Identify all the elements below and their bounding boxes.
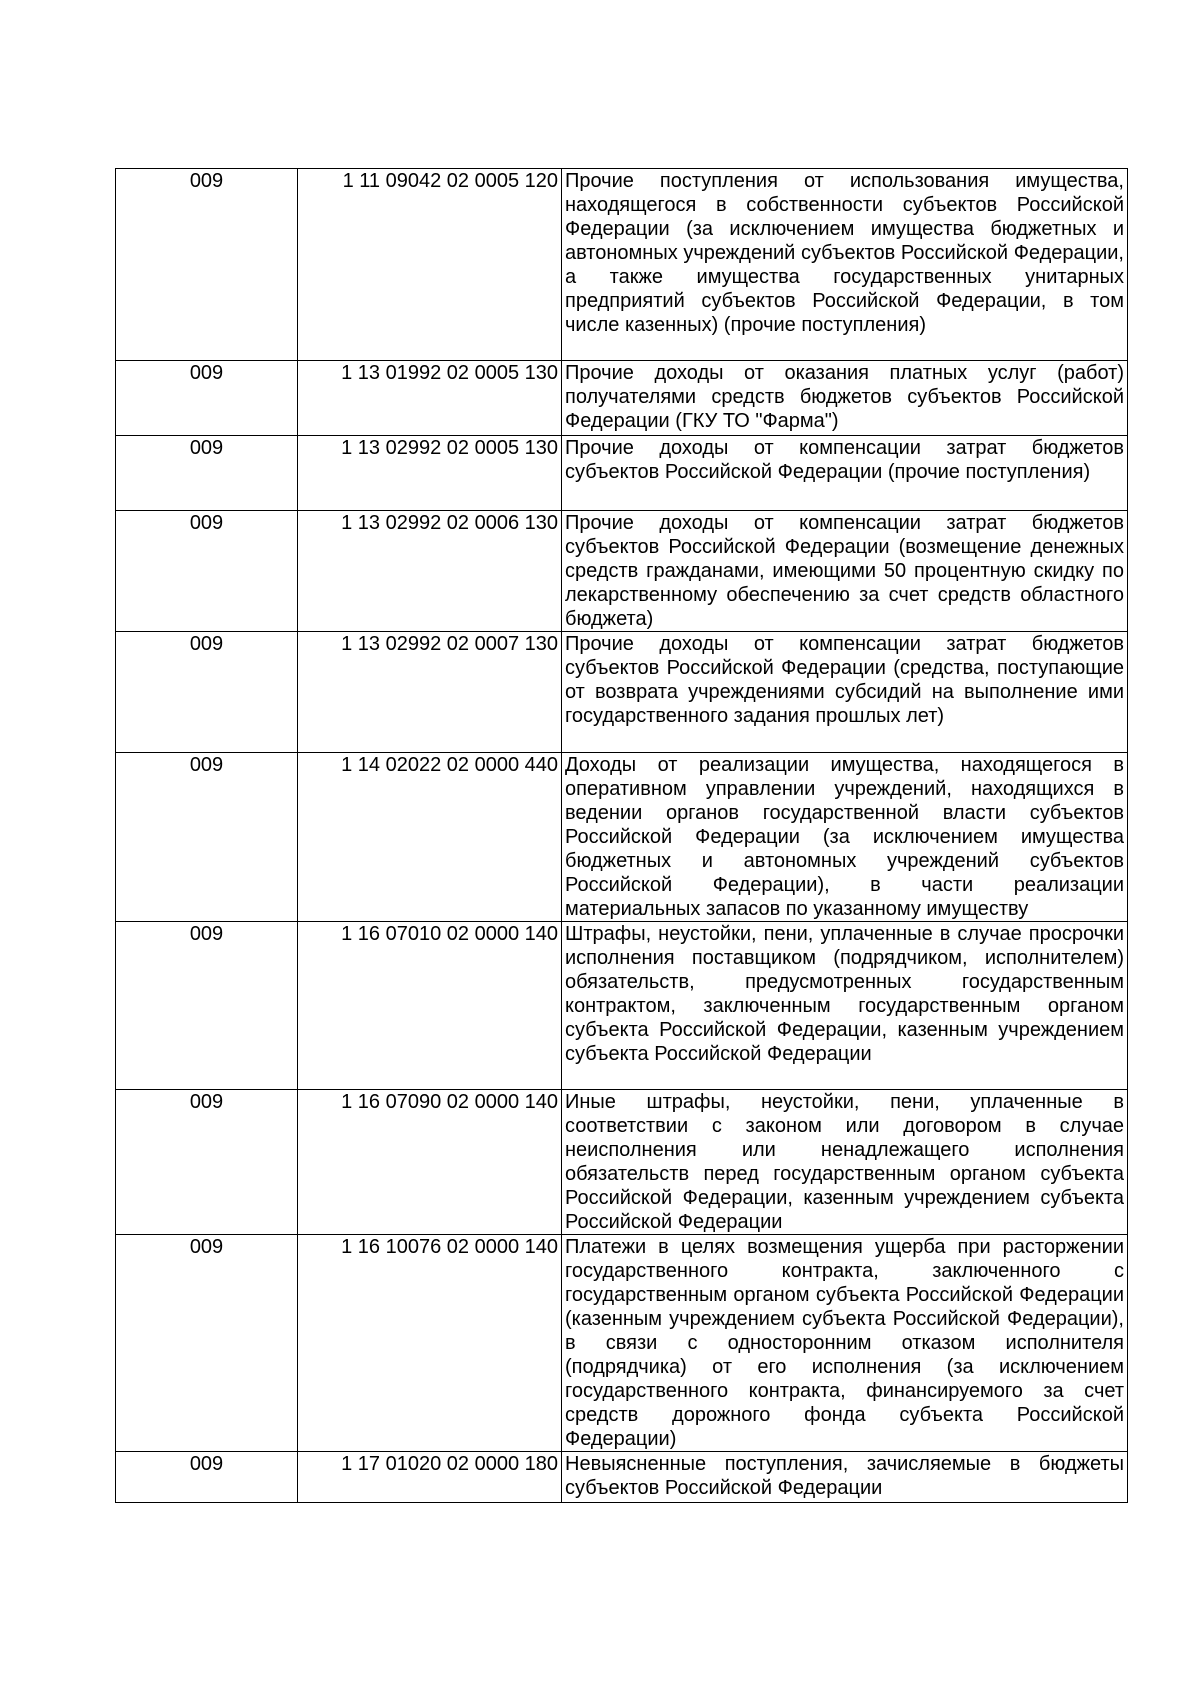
table-row [116,1090,1128,1235]
admin-code-cell: 009 [116,436,298,511]
table-row [116,922,1128,1090]
description-cell: Иные штрафы, неустойки, пени, уплаченные в соответствии с законом или договором в случае неисполнения или ненадлежащего исполнения обязательств перед государственным органом субъекта Российской Федерации, казенным учреждением субъекта Российской Федерации [562,1090,1128,1235]
budget-code-cell: 1 16 07090 02 0000 140 [298,1090,562,1235]
budget-code-cell: 1 13 01992 02 0005 130 [298,361,562,436]
budget-code-cell: 1 17 01020 02 0000 180 [298,1452,562,1503]
admin-code-cell: 009 [116,632,298,753]
table-row [116,511,1128,632]
table-row [116,361,1128,436]
table-row [116,753,1128,922]
description-cell: Прочие доходы от оказания платных услуг (работ) получателями средств бюджетов субъектов Российской Федерации (ГКУ ТО "Фарма") [562,361,1128,436]
table-row [116,1235,1128,1452]
budget-code-cell: 1 16 07010 02 0000 140 [298,922,562,1090]
description-cell: Прочие доходы от компенсации затрат бюджетов субъектов Российской Федерации (средства, поступающие от возврата учреждениями субсидий на выполнение ими государственного задания прошлых лет) [562,632,1128,753]
budget-code-cell: 1 11 09042 02 0005 120 [298,169,562,361]
table-row [116,632,1128,753]
admin-code-cell: 009 [116,361,298,436]
description-cell: Прочие поступления от использования имущества, находящегося в собственности субъектов Российской Федерации (за исключением имущества бюджетных и автономных учреждений субъектов Российской Федерации, а также имущества государственных унитарных предприятий субъектов Российской Федерации, в том числе казенных) (прочие поступления) [562,169,1128,361]
table-row [116,436,1128,511]
description-cell: Прочие доходы от компенсации затрат бюджетов субъектов Российской Федерации (возмещение денежных средств гражданами, имеющими 50 процентную скидку по лекарственному обеспечению за счет средств областного бюджета) [562,511,1128,632]
table-row [116,169,1128,361]
budget-code-cell: 1 13 02992 02 0006 130 [298,511,562,632]
budget-code-cell: 1 14 02022 02 0000 440 [298,753,562,922]
description-cell: Прочие доходы от компенсации затрат бюджетов субъектов Российской Федерации (прочие поступления) [562,436,1128,511]
budget-code-cell: 1 13 02992 02 0005 130 [298,436,562,511]
description-cell: Невыясненные поступления, зачисляемые в бюджеты субъектов Российской Федерации [562,1452,1128,1503]
description-cell: Доходы от реализации имущества, находящегося в оперативном управлении учреждений, находящихся в ведении органов государственной власти субъектов Российской Федерации (за исключением имущества бюджетных и автономных учреждений субъектов Российской Федерации), в части реализации материальных запасов по указанному имуществу [562,753,1128,922]
admin-code-cell: 009 [116,1235,298,1452]
admin-code-cell: 009 [116,922,298,1090]
budget-code-cell: 1 13 02992 02 0007 130 [298,632,562,753]
admin-code-cell: 009 [116,511,298,632]
admin-code-cell: 009 [116,753,298,922]
revenue-codes-table [115,168,1128,1503]
admin-code-cell: 009 [116,169,298,361]
description-cell: Штрафы, неустойки, пени, уплаченные в случае просрочки исполнения поставщиком (подрядчиком, исполнителем) обязательств, предусмотренных государственным контрактом, заключенным государственным органом субъекта Российской Федерации, казенным учреждением субъекта Российской Федерации [562,922,1128,1090]
budget-code-cell: 1 16 10076 02 0000 140 [298,1235,562,1452]
admin-code-cell: 009 [116,1452,298,1503]
table-row [116,1452,1128,1503]
description-cell: Платежи в целях возмещения ущерба при расторжении государственного контракта, заключенного с государственным органом субъекта Российской Федерации (казенным учреждением субъекта Российской Федерации), в связи с односторонним отказом исполнителя (подрядчика) от его исполнения (за исключением государственного контракта, финансируемого за счет средств дорожного фонда субъекта Российской Федерации) [562,1235,1128,1452]
admin-code-cell: 009 [116,1090,298,1235]
